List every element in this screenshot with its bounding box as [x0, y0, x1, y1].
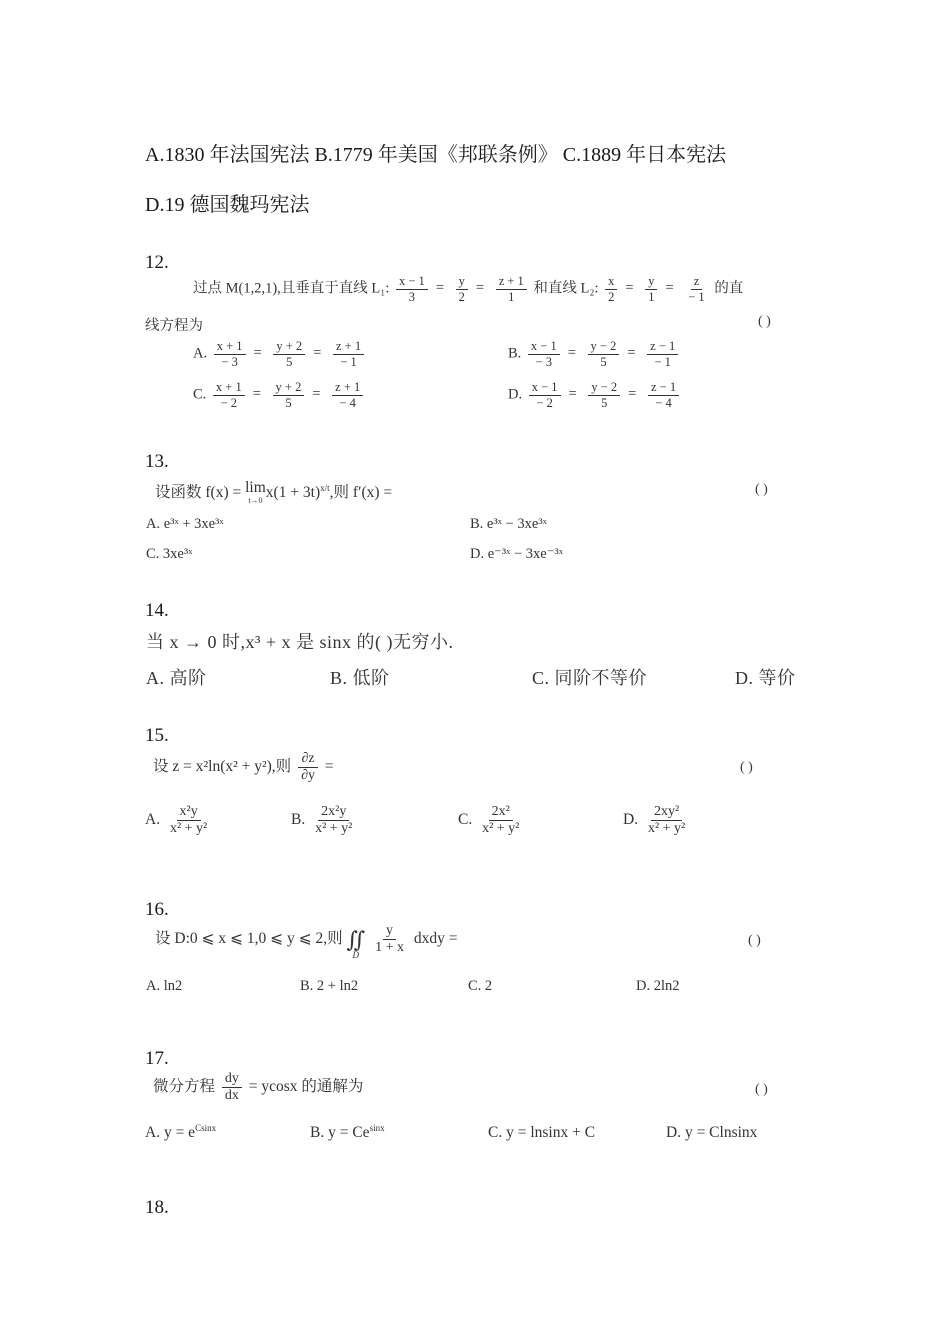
q15-option-d: D. $\frac{\text{2xy²}}{\text{x² + y²}}$: [623, 804, 686, 836]
q14-option-c: C. 同阶不等价: [532, 668, 648, 688]
q17-option-c: C. y = lnsinx + C: [488, 1124, 596, 1141]
q12-option-d: D. $\frac{x - 1}{- 2}$ = $\frac{y - 2}{5}$ = $\frac{z - 1}{- 4}$: [508, 381, 682, 409]
q17-number: 17.: [145, 1048, 169, 1069]
double-integral-sign: ∬ D: [346, 926, 366, 960]
q13-option-d: D. e⁻³ˣ − 3xe⁻³ˣ: [470, 546, 563, 562]
q15-option-a: A. $\frac{\text{x²y}}{\text{x² + y²}}$: [145, 804, 208, 836]
q15-answer-paren: ( ): [740, 760, 753, 775]
q12-prompt: 过点 M(1,2,1),且垂直于直线 L₁: $\frac{x - 1}{3}$ = $\frac{y}{2}$ = $\frac{z + 1}{1}$ 和直线 L₂: $\frac{x}{2}$ = $\frac{y}{1}$ = $\frac{z}{- 1}$ 的直: [193, 274, 744, 304]
q13-prompt: 设函数 f(x) = lim t→0 $x(1 + 3t)^{x/t}$,则 f′(x) =: [155, 479, 393, 505]
q15-option-c: C. $\frac{\text{2x²}}{\text{x² + y²}}$: [458, 804, 520, 836]
q14-number: 14.: [145, 600, 169, 621]
q13-option-c: C. 3xe³ˣ: [146, 546, 193, 562]
q12-number: 12.: [145, 252, 169, 273]
q16-option-d: D. 2ln2: [636, 978, 680, 994]
q16-answer-paren: ( ): [748, 933, 761, 948]
q17-option-b: B. $y = Ce^{sinx}$: [310, 1122, 385, 1141]
q13-option-a: A. e³ˣ + 3xe³ˣ: [146, 516, 224, 532]
q13-option-b: B. e³ˣ − 3xe³ˣ: [470, 516, 547, 532]
q14-option-b: B. 低阶: [330, 668, 390, 688]
q15-number: 15.: [145, 725, 169, 746]
q14-prompt: 当 x → 0 时,x³ + x 是 sinx 的( )无穷小.: [146, 632, 454, 652]
q12-option-c: C. $\frac{x + 1}{- 2}$ = $\frac{y + 2}{5}$ = $\frac{z + 1}{- 4}$: [193, 381, 366, 409]
q12-prompt-line2: 线方程为: [145, 318, 203, 334]
q18-number: 18.: [145, 1197, 169, 1218]
q16-prompt: 设 D:0 ⩽ x ⩽ 1,0 ⩽ y ⩽ 2,则 ∬ D $\frac{y}{1 + x}$ dxdy =: [155, 923, 458, 960]
q12-answer-paren: ( ): [758, 314, 771, 329]
q13-answer-paren: ( ): [755, 482, 768, 497]
q16-number: 16.: [145, 899, 169, 920]
q14-option-d: D. 等价: [735, 668, 796, 688]
q17-prompt: 微分方程 $\frac{dy}{dx}$ = ycosx 的通解为: [153, 1071, 364, 1103]
q16-option-c: C. 2: [468, 978, 493, 994]
q17-option-a: A. $y = e^{Csinx}$: [145, 1122, 217, 1141]
q17-option-d: D. y = Clnsinx: [666, 1124, 758, 1141]
q16-option-b: B. 2 + ln2: [300, 978, 359, 994]
q12-option-a: A. $\frac{x + 1}{- 3}$ = $\frac{y + 2}{5}$ = $\frac{z + 1}{- 1}$: [193, 340, 367, 368]
q17-answer-paren: ( ): [755, 1082, 768, 1097]
q11-options-line2: D.19 德国魏玛宪法: [145, 194, 310, 216]
q12-option-b: B. $\frac{x - 1}{- 3}$ = $\frac{y - 2}{5}$ = $\frac{z - 1}{- 1}$: [508, 340, 681, 368]
q16-option-a: A. ln2: [146, 978, 183, 994]
q15-prompt: 设 z = x²ln(x² + y²),则 $\frac{\partial z}{\partial y}$ =: [153, 751, 334, 783]
q11-options-line1: A.1830 年法国宪法 B.1779 年美国《邦联条例》 C.1889 年日本宪法: [145, 144, 727, 166]
q15-option-b: B. $\frac{\text{2x²y}}{\text{x² + y²}}$: [291, 804, 353, 836]
q14-option-a: A. 高阶: [146, 668, 207, 688]
q13-number: 13.: [145, 451, 169, 472]
